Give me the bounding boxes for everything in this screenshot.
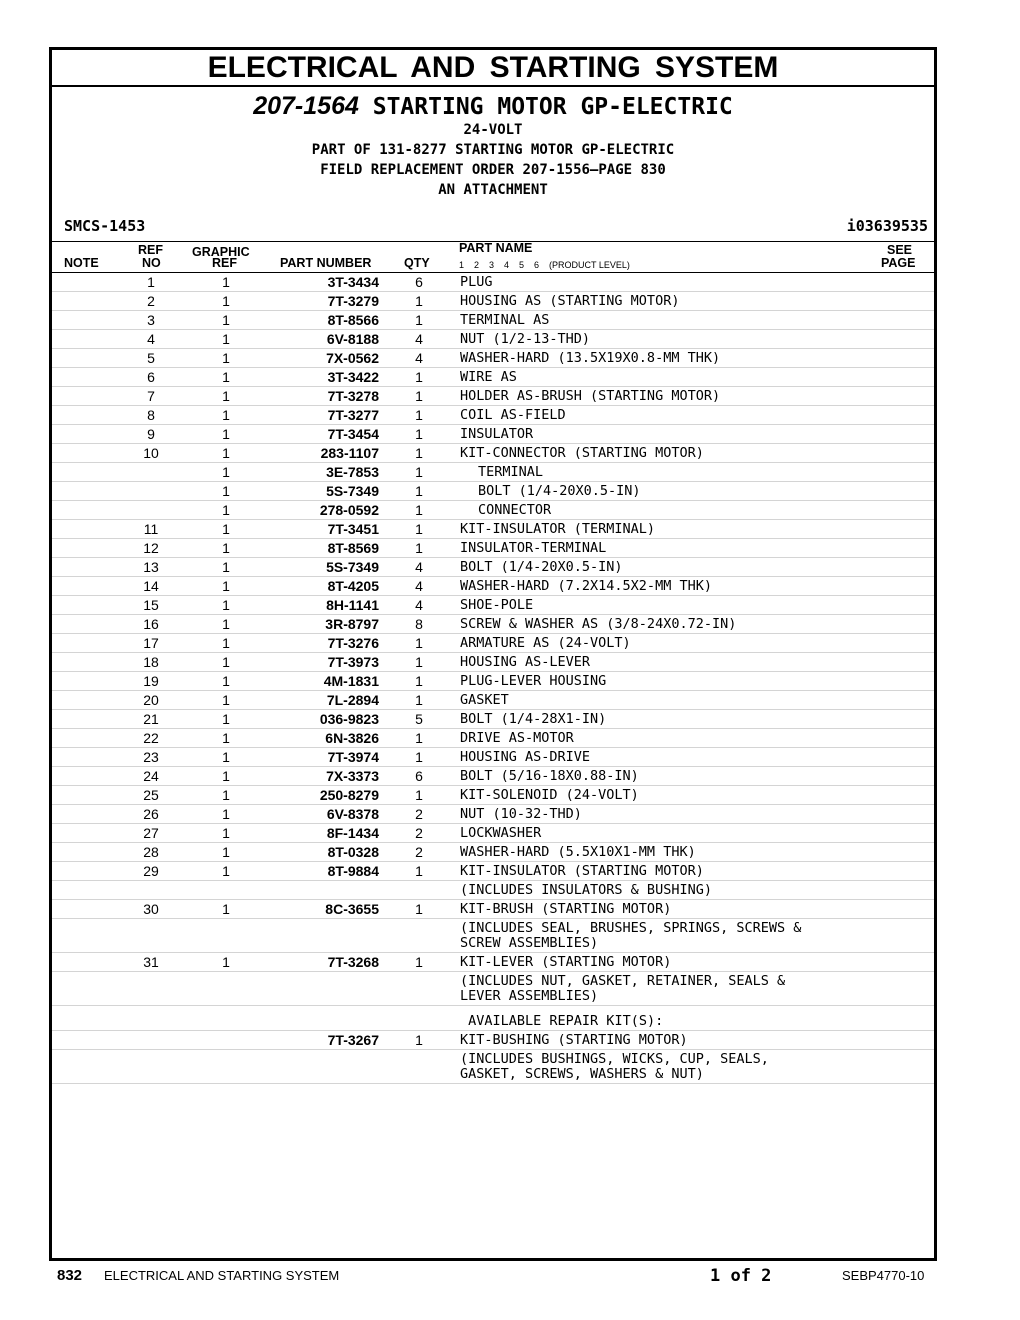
qty-cell: 2 <box>415 825 423 841</box>
graphic-ref-cell: 1 <box>222 597 230 613</box>
graphic-ref-cell: 1 <box>222 578 230 594</box>
table-row <box>52 577 934 596</box>
col-note: NOTE <box>64 256 99 270</box>
graphic-ref-cell: 1 <box>222 730 230 746</box>
part-name-cell: KIT-INSULATOR (STARTING MOTOR) <box>460 863 704 879</box>
ref-no-cell: 17 <box>143 635 159 651</box>
part-name-cell: NUT (1/2-13-THD) <box>460 331 591 347</box>
part-number-cell: 3E-7853 <box>326 464 379 480</box>
graphic-ref-cell: 1 <box>222 901 230 917</box>
qty-cell: 2 <box>415 806 423 822</box>
part-name-cell: INSULATOR-TERMINAL <box>460 540 607 556</box>
part-name-cell: ARMATURE AS (24-VOLT) <box>460 635 631 651</box>
part-name-cell: WIRE AS <box>460 369 517 385</box>
part-number-cell: 8T-9884 <box>327 863 379 879</box>
graphic-ref-cell: 1 <box>222 350 230 366</box>
page-of: 1 of 2 <box>710 1266 772 1286</box>
illustration-id: i03639535 <box>846 217 928 235</box>
part-name-cell: TERMINAL <box>478 464 544 480</box>
table-row <box>52 539 934 558</box>
group-field-replacement: FIELD REPLACEMENT ORDER 207-1556—PAGE 830 <box>320 162 666 178</box>
qty-cell: 4 <box>415 578 423 594</box>
part-name-cell: (INCLUDES SEAL, BRUSHES, SPRINGS, SCREWS & SCREW ASSEMBLIES) <box>460 920 802 951</box>
part-name-cell: BOLT (1/4-28X1-IN) <box>460 711 607 727</box>
part-name-cell: SHOE-POLE <box>460 597 534 613</box>
qty-cell: 1 <box>415 483 423 499</box>
qty-cell: 1 <box>415 901 423 917</box>
table-row <box>52 615 934 634</box>
ref-no-cell: 12 <box>143 540 159 556</box>
col-graphic-ref-top: GRAPHIC <box>192 245 250 259</box>
table-row <box>52 1006 934 1031</box>
graphic-ref-cell: 1 <box>222 540 230 556</box>
ref-no-cell: 7 <box>147 388 155 404</box>
part-number-cell: 6V-8188 <box>326 331 379 347</box>
footer-section: ELECTRICAL AND STARTING SYSTEM <box>104 1268 340 1283</box>
table-row <box>52 330 934 349</box>
table-row <box>52 425 934 444</box>
qty-cell: 1 <box>415 654 423 670</box>
document-id: SEBP4770-10 <box>842 1268 925 1283</box>
table-row <box>52 972 934 1006</box>
graphic-ref-cell: 1 <box>222 863 230 879</box>
table-row <box>52 482 934 501</box>
table-row <box>52 767 934 786</box>
qty-cell: 1 <box>415 369 423 385</box>
ref-no-cell: 27 <box>143 825 159 841</box>
part-name-cell: HOUSING AS-LEVER <box>460 654 591 670</box>
graphic-ref-cell: 1 <box>222 559 230 575</box>
graphic-ref-cell: 1 <box>222 407 230 423</box>
page-frame <box>49 47 937 1261</box>
graphic-ref-cell: 1 <box>222 954 230 970</box>
ref-no-cell: 30 <box>143 901 159 917</box>
part-number-cell: 7X-3373 <box>326 768 379 784</box>
qty-cell: 1 <box>415 540 423 556</box>
qty-cell: 6 <box>415 274 423 290</box>
parts-list <box>52 273 934 1084</box>
part-name-cell: HOUSING AS (STARTING MOTOR) <box>460 293 680 309</box>
graphic-ref-cell: 1 <box>222 825 230 841</box>
col-part-name: PART NAME <box>459 241 533 255</box>
qty-cell: 4 <box>415 559 423 575</box>
ref-no-cell: 3 <box>147 312 155 328</box>
table-row <box>52 311 934 330</box>
column-header <box>52 242 934 273</box>
table-row <box>52 748 934 767</box>
part-name-cell: HOUSING AS-DRIVE <box>460 749 591 765</box>
graphic-ref-cell: 1 <box>222 483 230 499</box>
qty-cell: 4 <box>415 350 423 366</box>
ref-no-cell: 2 <box>147 293 155 309</box>
col-part-number: PART NUMBER <box>280 256 372 270</box>
part-number-cell: 7T-3278 <box>327 388 379 404</box>
graphic-ref-cell: 1 <box>222 293 230 309</box>
table-row <box>52 520 934 539</box>
table-row <box>52 387 934 406</box>
ref-no-cell: 10 <box>143 445 159 461</box>
part-number-cell: 6N-3826 <box>325 730 379 746</box>
table-row <box>52 710 934 729</box>
ref-no-cell: 23 <box>143 749 159 765</box>
qty-cell: 1 <box>415 464 423 480</box>
part-number-cell: 7T-3277 <box>327 407 379 423</box>
part-name-cell: BOLT (1/4-20X0.5-IN) <box>478 483 641 499</box>
part-number-cell: 250-8279 <box>319 787 379 803</box>
table-row <box>52 786 934 805</box>
ref-no-cell: 15 <box>143 597 159 613</box>
qty-cell: 2 <box>415 844 423 860</box>
table-row <box>52 634 934 653</box>
ref-no-cell: 28 <box>143 844 159 860</box>
col-see-page-bottom: PAGE <box>881 256 916 270</box>
graphic-ref-cell: 1 <box>222 369 230 385</box>
part-name-cell: KIT-SOLENOID (24-VOLT) <box>460 787 639 803</box>
table-row <box>52 368 934 387</box>
ref-no-cell: 13 <box>143 559 159 575</box>
part-name-cell: (INCLUDES BUSHINGS, WICKS, CUP, SEALS, GASKET, SCREWS, WASHERS & NUT) <box>460 1051 769 1082</box>
part-number-cell: 8T-4205 <box>327 578 379 594</box>
table-row <box>52 463 934 482</box>
part-name-cell: KIT-LEVER (STARTING MOTOR) <box>460 954 672 970</box>
table-row <box>52 292 934 311</box>
col-ref-no-top: REF <box>138 243 163 257</box>
part-number-cell: 5S-7349 <box>326 483 379 499</box>
part-number-cell: 7T-3267 <box>327 1032 379 1048</box>
table-row <box>52 729 934 748</box>
table-row <box>52 444 934 463</box>
table-row <box>52 881 934 900</box>
col-see-page-top: SEE <box>887 243 913 257</box>
part-number-cell: 8F-1434 <box>326 825 379 841</box>
graphic-ref-cell: 1 <box>222 711 230 727</box>
part-name-cell: CONNECTOR <box>478 502 552 518</box>
qty-cell: 1 <box>415 692 423 708</box>
qty-cell: 1 <box>415 426 423 442</box>
graphic-ref-cell: 1 <box>222 692 230 708</box>
col-product-level: 1 2 3 4 5 6 (PRODUCT LEVEL) <box>459 260 630 270</box>
part-number-cell: 3R-8797 <box>325 616 379 632</box>
qty-cell: 1 <box>415 521 423 537</box>
part-name-cell: WASHER-HARD (13.5X19X0.8-MM THK) <box>460 350 721 366</box>
part-number-cell: 8C-3655 <box>325 901 379 917</box>
smcs-code: SMCS-1453 <box>64 217 146 235</box>
qty-cell: 5 <box>415 711 423 727</box>
part-name-cell: KIT-INSULATOR (TERMINAL) <box>460 521 656 537</box>
graphic-ref-cell: 1 <box>222 654 230 670</box>
group-voltage: 24-VOLT <box>463 122 523 138</box>
ref-no-cell: 21 <box>143 711 159 727</box>
ref-no-cell: 8 <box>147 407 155 423</box>
ref-no-cell: 1 <box>147 274 155 290</box>
section-title: ELECTRICAL AND STARTING SYSTEM <box>52 50 934 87</box>
table-row <box>52 824 934 843</box>
part-number-cell: 8T-8569 <box>327 540 379 556</box>
ref-no-cell: 9 <box>147 426 155 442</box>
part-number-cell: 7T-3454 <box>327 426 379 442</box>
table-row <box>52 406 934 425</box>
part-number-cell: 7L-2894 <box>326 692 379 708</box>
part-name-cell: DRIVE AS-MOTOR <box>460 730 574 746</box>
qty-cell: 1 <box>415 293 423 309</box>
qty-cell: 6 <box>415 768 423 784</box>
ref-no-cell: 26 <box>143 806 159 822</box>
graphic-ref-cell: 1 <box>222 502 230 518</box>
part-number-cell: 7X-0562 <box>326 350 379 366</box>
table-row <box>52 672 934 691</box>
qty-cell: 1 <box>415 635 423 651</box>
ref-no-cell: 11 <box>143 521 159 537</box>
part-name-cell: (INCLUDES NUT, GASKET, RETAINER, SEALS & LEVER ASSEMBLIES) <box>460 973 786 1004</box>
qty-cell: 1 <box>415 1032 423 1048</box>
group-name: STARTING MOTOR GP-ELECTRIC <box>372 94 733 120</box>
col-qty: QTY <box>404 256 430 270</box>
qty-cell: 1 <box>415 673 423 689</box>
part-name-cell: HOLDER AS-BRUSH (STARTING MOTOR) <box>460 388 721 404</box>
part-number-cell: 7T-3276 <box>327 635 379 651</box>
table-row <box>52 1050 934 1084</box>
part-number-cell: 8T-8566 <box>327 312 379 328</box>
part-name-cell: KIT-BRUSH (STARTING MOTOR) <box>460 901 672 917</box>
table-row <box>52 1031 934 1050</box>
table-row <box>52 953 934 972</box>
qty-cell: 1 <box>415 863 423 879</box>
ref-no-cell: 29 <box>143 863 159 879</box>
part-number-cell: 7T-3279 <box>327 293 379 309</box>
graphic-ref-cell: 1 <box>222 445 230 461</box>
graphic-ref-cell: 1 <box>222 274 230 290</box>
qty-cell: 1 <box>415 502 423 518</box>
ref-no-cell: 19 <box>143 673 159 689</box>
part-name-cell: INSULATOR <box>460 426 534 442</box>
part-name-cell: BOLT (1/4-20X0.5-IN) <box>460 559 623 575</box>
part-name-cell: WASHER-HARD (7.2X14.5X2-MM THK) <box>460 578 712 594</box>
part-name-cell: WASHER-HARD (5.5X10X1-MM THK) <box>460 844 696 860</box>
qty-cell: 4 <box>415 331 423 347</box>
qty-cell: 8 <box>415 616 423 632</box>
part-name-cell: BOLT (5/16-18X0.88-IN) <box>460 768 639 784</box>
graphic-ref-cell: 1 <box>222 331 230 347</box>
part-name-cell: GASKET <box>460 692 509 708</box>
graphic-ref-cell: 1 <box>222 844 230 860</box>
qty-cell: 1 <box>415 312 423 328</box>
part-name-cell: SCREW & WASHER AS (3/8-24X0.72-IN) <box>460 616 737 632</box>
part-number-cell: 036-9823 <box>319 711 379 727</box>
part-name-cell: PLUG-LEVER HOUSING <box>460 673 607 689</box>
ref-no-cell: 16 <box>143 616 159 632</box>
part-number-cell: 8T-0328 <box>327 844 379 860</box>
qty-cell: 1 <box>415 388 423 404</box>
part-number-cell: 8H-1141 <box>326 597 379 613</box>
page-number: 832 <box>57 1267 83 1284</box>
part-number-cell: 278-0592 <box>319 502 379 518</box>
part-name-cell: KIT-BUSHING (STARTING MOTOR) <box>460 1032 688 1048</box>
ref-no-cell: 24 <box>143 768 159 784</box>
graphic-ref-cell: 1 <box>222 388 230 404</box>
ref-no-cell: 20 <box>143 692 159 708</box>
qty-cell: 1 <box>415 954 423 970</box>
part-number-cell: 4M-1831 <box>323 673 379 689</box>
qty-cell: 1 <box>415 730 423 746</box>
part-number-cell: 7T-3974 <box>327 749 379 765</box>
qty-cell: 1 <box>415 407 423 423</box>
ref-no-cell: 14 <box>143 578 159 594</box>
table-row <box>52 805 934 824</box>
part-number-cell: 3T-3422 <box>327 369 379 385</box>
table-row <box>52 919 934 953</box>
table-row <box>52 558 934 577</box>
part-number-cell: 7T-3268 <box>327 954 379 970</box>
table-row <box>52 349 934 368</box>
ref-no-cell: 22 <box>143 730 159 746</box>
part-name-cell: (INCLUDES INSULATORS & BUSHING) <box>460 882 712 898</box>
ref-no-cell: 4 <box>147 331 155 347</box>
ref-no-cell: 18 <box>143 654 159 670</box>
col-ref-no-bottom: NO <box>142 256 161 270</box>
ref-no-cell: 31 <box>143 954 159 970</box>
part-name-cell: AVAILABLE REPAIR KIT(S): <box>460 1013 664 1029</box>
table-row <box>52 900 934 919</box>
qty-cell: 1 <box>415 749 423 765</box>
col-graphic-ref-bottom: REF <box>212 256 237 270</box>
graphic-ref-cell: 1 <box>222 749 230 765</box>
part-name-cell: LOCKWASHER <box>460 825 542 841</box>
table-row <box>52 501 934 520</box>
page-footer <box>0 1266 1020 1286</box>
group-attachment: AN ATTACHMENT <box>438 182 548 198</box>
group-number: 207-1564 <box>253 92 359 120</box>
part-name-cell: NUT (10-32-THD) <box>460 806 582 822</box>
part-name-cell: KIT-CONNECTOR (STARTING MOTOR) <box>460 445 704 461</box>
table-row <box>52 273 934 292</box>
part-name-cell: COIL AS-FIELD <box>460 407 566 423</box>
part-number-cell: 5S-7349 <box>326 559 379 575</box>
table-row <box>52 691 934 710</box>
part-number-cell: 7T-3451 <box>327 521 379 537</box>
qty-cell: 1 <box>415 787 423 803</box>
graphic-ref-cell: 1 <box>222 616 230 632</box>
graphic-ref-cell: 1 <box>222 312 230 328</box>
table-row <box>52 843 934 862</box>
part-number-cell: 283-1107 <box>320 445 379 461</box>
part-name-cell: PLUG <box>460 274 493 290</box>
table-row <box>52 653 934 672</box>
ref-no-cell: 6 <box>147 369 155 385</box>
graphic-ref-cell: 1 <box>222 464 230 480</box>
table-row <box>52 862 934 881</box>
graphic-ref-cell: 1 <box>222 635 230 651</box>
group-part-of: PART OF 131-8277 STARTING MOTOR GP-ELECTRIC <box>311 142 675 158</box>
ref-no-cell: 5 <box>147 350 155 366</box>
qty-cell: 4 <box>415 597 423 613</box>
graphic-ref-cell: 1 <box>222 806 230 822</box>
part-number-cell: 6V-8378 <box>326 806 379 822</box>
ref-no-cell: 25 <box>143 787 159 803</box>
graphic-ref-cell: 1 <box>222 673 230 689</box>
part-number-cell: 3T-3434 <box>327 274 379 290</box>
table-row <box>52 596 934 615</box>
qty-cell: 1 <box>415 445 423 461</box>
part-number-cell: 7T-3973 <box>327 654 379 670</box>
group-title <box>52 93 934 120</box>
part-name-cell: TERMINAL AS <box>460 312 550 328</box>
graphic-ref-cell: 1 <box>222 768 230 784</box>
group-header <box>52 93 934 242</box>
graphic-ref-cell: 1 <box>222 787 230 803</box>
graphic-ref-cell: 1 <box>222 426 230 442</box>
graphic-ref-cell: 1 <box>222 521 230 537</box>
